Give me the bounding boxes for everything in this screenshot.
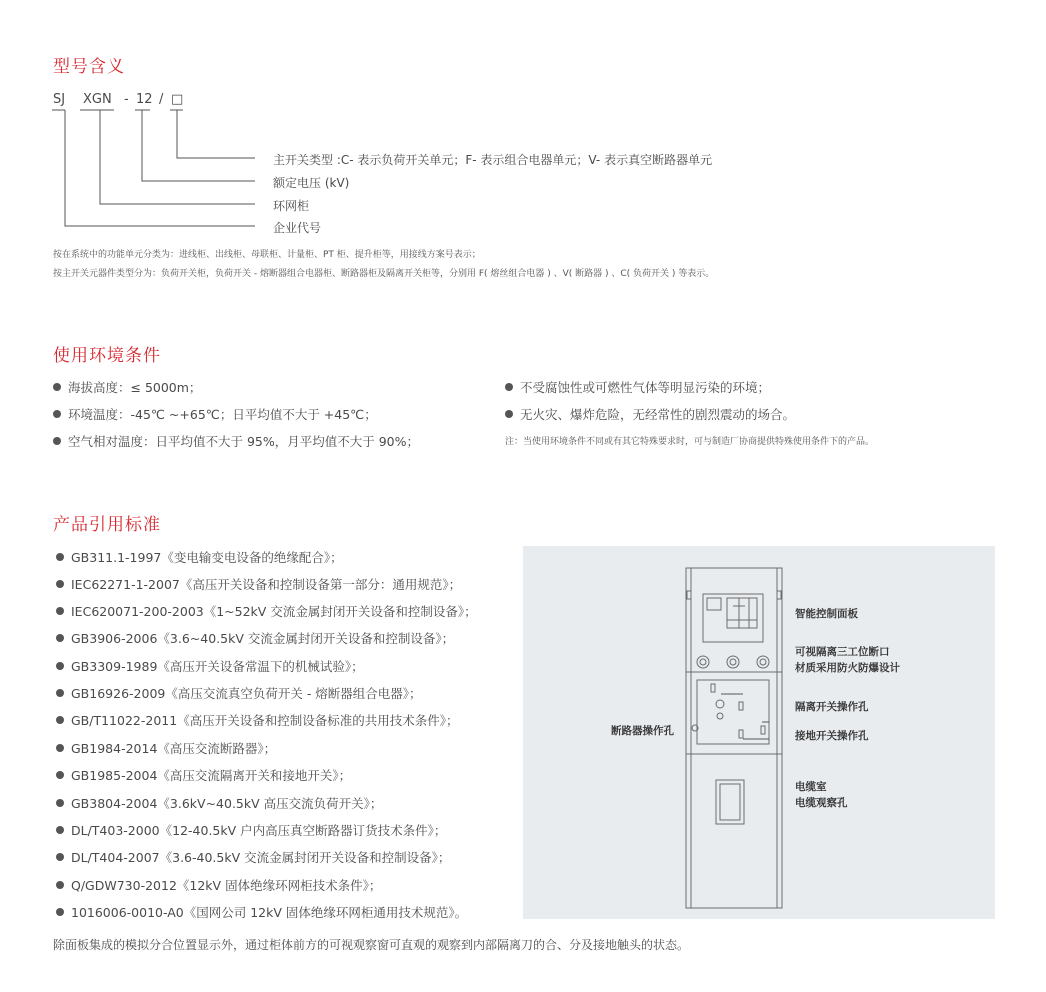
legend-ring-cabinet: 环网柜 bbox=[273, 199, 310, 213]
legend-company-code: 企业代号 bbox=[273, 221, 322, 235]
label-visible-break: 可视隔离三工位断口 bbox=[795, 646, 890, 658]
standard-item: IEC62271-1-2007《高压开关设备和控制设备第一部分：通用规范》； bbox=[56, 575, 461, 593]
label-ground-hole: 接地开关操作孔 bbox=[795, 730, 869, 742]
label-breaker-hole: 断路器操作孔 bbox=[611, 725, 674, 737]
bullet-icon bbox=[56, 580, 64, 588]
legend-voltage: 额定电压 (kV) bbox=[273, 176, 350, 190]
bullet-icon bbox=[56, 553, 64, 561]
label-cable-window: 电缆观察孔 bbox=[795, 797, 848, 809]
bullet-icon bbox=[56, 799, 64, 807]
standard-item: GB1984-2014《高压交流断路器》； bbox=[56, 739, 276, 757]
label-fireproof-material: 材质采用防火防爆设计 bbox=[795, 662, 900, 674]
standard-item: IEC620071-200-2003《1~52kV 交流金属封闭开关设备和控制设备》； bbox=[56, 602, 477, 620]
legend-switch-type: 主开关类型 :C- 表示负荷开关单元；F- 表示组合电器单元；V- 表示真空断路器单元 bbox=[273, 153, 713, 167]
bullet-icon bbox=[505, 410, 513, 418]
standard-item: GB/T11022-2011《高压开关设备和控制设备标准的共用技术条件》； bbox=[56, 711, 458, 729]
standard-item: GB16926-2009《高压交流真空负荷开关 - 熔断器组合电器》； bbox=[56, 684, 422, 702]
env-item: 不受腐蚀性或可燃性气体等明显污染的环境； bbox=[505, 378, 770, 396]
bullet-icon bbox=[56, 826, 64, 834]
code-part-12: 12 bbox=[136, 92, 153, 107]
bullet-icon bbox=[56, 853, 64, 861]
standard-item: DL/T404-2007《3.6-40.5kV 交流金属封闭开关设备和控制设备》； bbox=[56, 848, 450, 866]
bullet-icon bbox=[56, 744, 64, 752]
model-bracket-lines bbox=[50, 108, 270, 233]
standard-item: Q/GDW730-2012《12kV 固体绝缘环网柜技术条件》； bbox=[56, 876, 381, 894]
section-title-model: 型号含义 bbox=[53, 57, 125, 77]
env-note: 注：当使用环境条件不同或有其它特殊要求时，可与制造厂协商提供特殊使用条件下的产品。 bbox=[505, 437, 875, 447]
code-part-dash: - bbox=[124, 92, 129, 107]
standard-item: GB311.1-1997《变电输变电设备的绝缘配合》； bbox=[56, 548, 343, 566]
bullet-icon bbox=[56, 716, 64, 724]
bullet-icon bbox=[56, 908, 64, 916]
section-title-standards: 产品引用标准 bbox=[53, 515, 161, 535]
footer-description: 除面板集成的模拟分合位置显示外，通过柜体前方的可视观察窗可直观的观察到内部隔离刀的合、分及接地触头的状态。 bbox=[53, 938, 690, 952]
bullet-icon bbox=[56, 689, 64, 697]
bullet-icon bbox=[56, 634, 64, 642]
bullet-icon bbox=[56, 881, 64, 889]
code-part-slash: / bbox=[159, 92, 164, 107]
cabinet-drawing bbox=[523, 546, 995, 919]
standard-item: DL/T403-2000《12-40.5kV 户内高压真空断路器订货技术条件》； bbox=[56, 821, 446, 839]
env-item: 环境温度：-45℃ ~+65℃；日平均值不大于 +45℃； bbox=[53, 405, 377, 423]
standard-item: GB3309-1989《高压开关设备常温下的机械试验》； bbox=[56, 657, 364, 675]
section-title-environment: 使用环境条件 bbox=[53, 346, 161, 366]
classification-note-2: 按主开关元器件类型分为：负荷开关柜，负荷开关 - 熔断器组合电器柜、断路器柜及隔离开关柜等，分别用 F( 熔丝组合电器 ) 、V( 断路器 ) 、C( 负荷开关 ) 等表示。 bbox=[53, 269, 715, 279]
standard-item: GB1985-2004《高压交流隔离开关和接地开关》； bbox=[56, 766, 351, 784]
bullet-icon bbox=[53, 410, 61, 418]
code-part-sj: SJ bbox=[53, 92, 66, 107]
label-isolation-hole: 隔离开关操作孔 bbox=[795, 701, 869, 713]
standard-item: GB3906-2006《3.6~40.5kV 交流金属封闭开关设备和控制设备》； bbox=[56, 629, 454, 647]
standard-item: GB3804-2004《3.6kV~40.5kV 高压交流负荷开关》； bbox=[56, 794, 382, 812]
env-item: 海拔高度：≤ 5000m； bbox=[53, 378, 201, 396]
bullet-icon bbox=[56, 771, 64, 779]
bullet-icon bbox=[53, 383, 61, 391]
standard-item: 1016006-0010-A0《国网公司 12kV 固体绝缘环网柜通用技术规范》。 bbox=[56, 903, 467, 921]
label-cable-room: 电缆室 bbox=[795, 781, 827, 793]
env-item: 无火灾、爆炸危险，无经常性的剧烈震动的场合。 bbox=[505, 405, 795, 423]
classification-note-1: 按在系统中的功能单元分类为：进线柜、出线柜、母联柜、计量柜、PT 柜、提升柜等，用接线方案号表示； bbox=[53, 250, 481, 260]
code-part-box: □ bbox=[171, 92, 184, 107]
label-smart-panel: 智能控制面板 bbox=[795, 608, 858, 620]
cabinet-diagram-panel bbox=[523, 546, 995, 919]
bullet-icon bbox=[505, 383, 513, 391]
bullet-icon bbox=[53, 437, 61, 445]
bullet-icon bbox=[56, 662, 64, 670]
code-part-xgn: XGN bbox=[83, 92, 112, 107]
env-item: 空气相对温度：日平均值不大于 95%，月平均值不大于 90%； bbox=[53, 432, 419, 450]
bullet-icon bbox=[56, 607, 64, 615]
